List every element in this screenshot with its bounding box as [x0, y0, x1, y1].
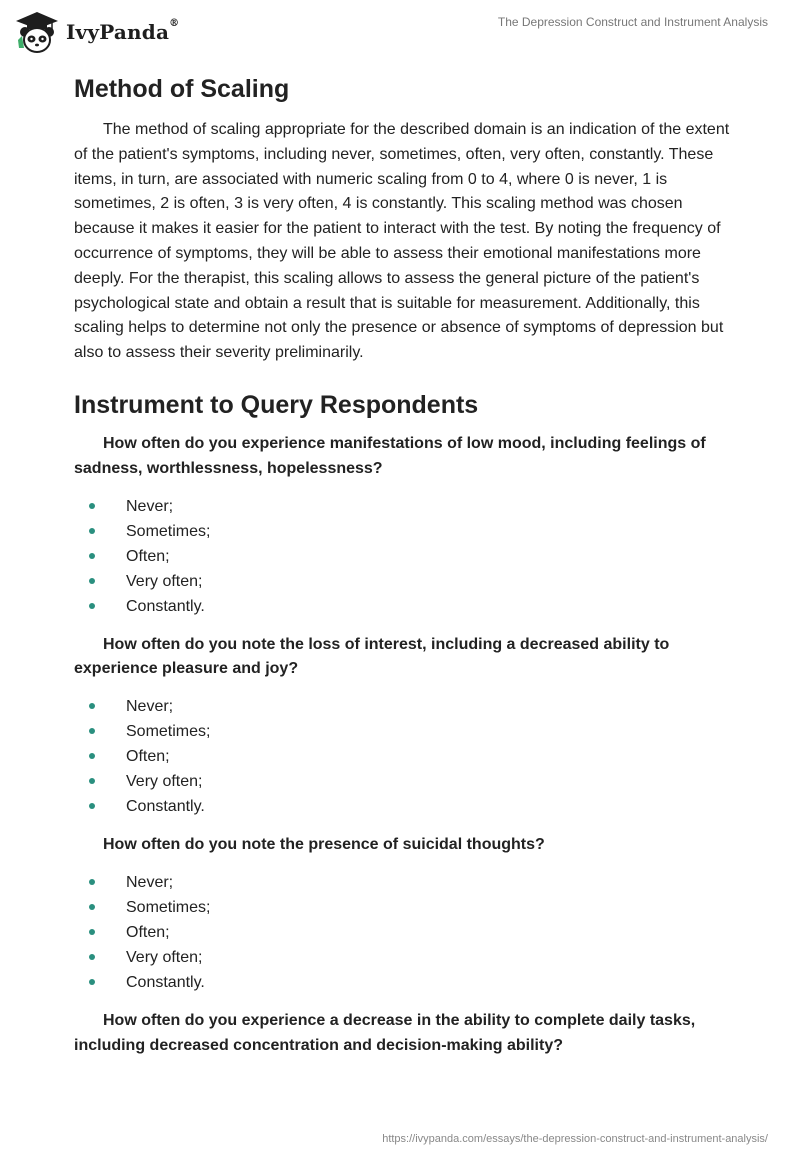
list-item: Very often; — [74, 945, 734, 970]
list-item: Never; — [74, 694, 734, 719]
list-item: Often; — [74, 544, 734, 569]
bullet-icon — [89, 503, 95, 509]
section-heading-method-of-scaling: Method of Scaling — [74, 75, 290, 103]
list-item: Very often; — [74, 769, 734, 794]
brand-name: IvyPanda® — [66, 18, 180, 44]
question-2: How often do you note the loss of interest, including a decreased ability to experience pleasure and joy? — [74, 635, 670, 678]
options-list-2 — [74, 694, 734, 819]
bullet-icon — [89, 703, 95, 709]
question-3: How often do you note the presence of suicidal thoughts? — [103, 836, 545, 854]
panda-graduate-icon — [14, 10, 60, 54]
bullet-icon — [89, 954, 95, 960]
source-url[interactable]: https://ivypanda.com/essays/the-depression-construct-and-instrument-analysis/ — [382, 1133, 768, 1145]
bullet-icon — [89, 904, 95, 910]
list-item: Never; — [74, 870, 734, 895]
bullet-icon — [89, 778, 95, 784]
list-item: Often; — [74, 920, 734, 945]
list-item: Constantly. — [74, 594, 734, 619]
list-item: Often; — [74, 744, 734, 769]
bullet-icon — [89, 753, 95, 759]
list-item: Never; — [74, 494, 734, 519]
bullet-icon — [89, 728, 95, 734]
bullet-icon — [89, 979, 95, 985]
bullet-icon — [89, 553, 95, 559]
section-heading-instrument: Instrument to Query Respondents — [74, 390, 479, 419]
bullet-icon — [89, 929, 95, 935]
question-4: How often do you experience a decrease in the ability to complete daily tasks, including decreased concentration and decision-making ability? — [74, 1011, 696, 1054]
list-item: Very often; — [74, 569, 734, 594]
scaling-paragraph: The method of scaling appropriate for the described domain is an indication of the extent of the patient's symptoms, including never, sometimes, often, very often, constantly. These items, in turn, are associated with numeric scaling from 0 to 4, where 0 is never, 1 is sometimes, 2 is often, 3 is very often, 4 is constantly. This scaling method was chosen because it makes it easier for the patient to interact with the test. By noting the frequency of occurrence of symptoms, they will be able to assess their emotional manifestations more deeply. For the therapist, this scaling allows to assess the general picture of the patient's psychological state and obtain a result that is suitable for measurement. Additionally, this scaling helps to determine not only the presence or absence of symptoms of depression but also to assess their severity preliminarily. — [74, 121, 730, 362]
brand-logo[interactable] — [14, 8, 179, 56]
page-header — [0, 0, 800, 60]
question-1: How often do you experience manifestations of low mood, including feelings of sadness, worthlessness, hopelessness? — [74, 434, 706, 477]
list-item: Constantly. — [74, 794, 734, 819]
document-title: The Depression Construct and Instrument Analysis — [497, 15, 768, 29]
list-item: Sometimes; — [74, 719, 734, 744]
bullet-icon — [89, 578, 95, 584]
options-list-3 — [74, 870, 734, 995]
list-item: Sometimes; — [74, 519, 734, 544]
options-list-1 — [74, 494, 734, 619]
list-item: Constantly. — [74, 970, 734, 995]
list-item: Sometimes; — [74, 895, 734, 920]
bullet-icon — [89, 803, 95, 809]
bullet-icon — [89, 603, 95, 609]
article-content — [74, 72, 734, 1071]
bullet-icon — [89, 528, 95, 534]
bullet-icon — [89, 879, 95, 885]
